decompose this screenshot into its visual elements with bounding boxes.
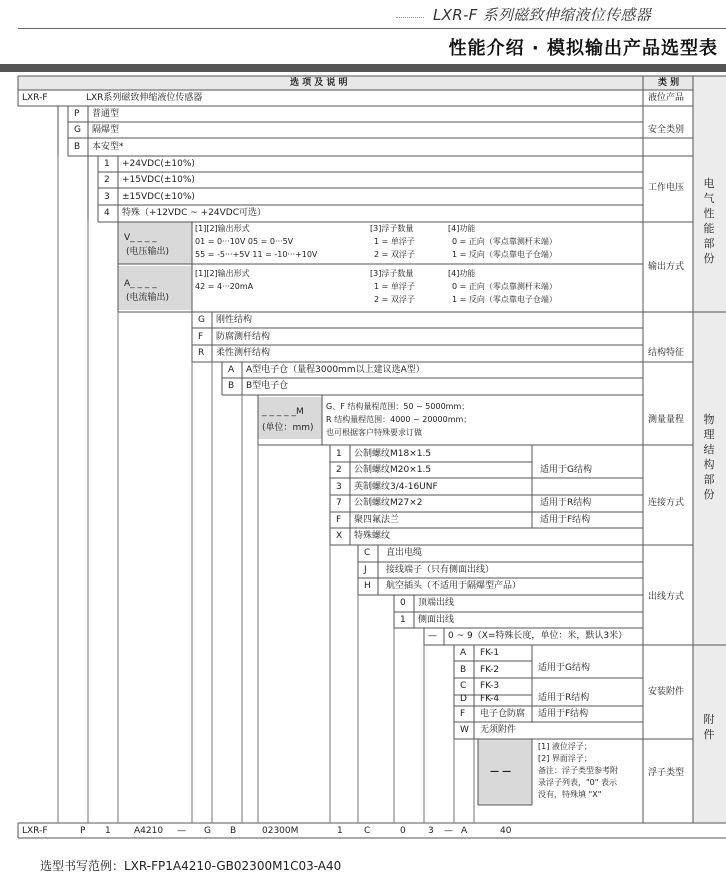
- vo-line2: 55 = -5···+5V 11 = -10···+10V: [195, 250, 318, 259]
- vo-f3-a: 1 = 单浮子: [374, 237, 415, 246]
- cat-outlet: 出线方式: [648, 592, 685, 602]
- current-output-name: (电流输出): [126, 293, 170, 303]
- co-f4-b: 1 = 反向（零点靠电子仓端）: [452, 295, 557, 304]
- float-line2: [2] 界面浮子；: [538, 754, 592, 763]
- acc-note-r: 适用于R结构: [538, 693, 590, 703]
- connection-code: 7: [336, 498, 342, 508]
- connection-code: X: [336, 531, 343, 541]
- connection-label: 英制螺纹3/4-16UNF: [354, 482, 438, 492]
- connection-code: F: [336, 515, 342, 525]
- page-title: 性能介绍 · 模拟输出产品选型表: [448, 38, 718, 59]
- float-line4: 录浮子列表，"0" 表示: [538, 778, 617, 787]
- outlet-label: 接线端子（只有侧面出线）: [386, 565, 495, 575]
- voltage-output-code: V_ _ _ _: [124, 233, 157, 243]
- structure-code: F: [198, 332, 204, 342]
- connection-code: 3: [336, 482, 342, 492]
- accessory-code: D: [460, 694, 467, 704]
- co-f3-title: [3]浮子数量: [370, 269, 414, 278]
- example-segment: 02300M: [262, 826, 299, 836]
- voltage-code: 4: [104, 208, 110, 218]
- example-segment: —: [177, 826, 186, 836]
- safety-label: 普通型: [92, 109, 120, 119]
- outlet-dir-code: 1: [400, 615, 406, 625]
- example-text: 选型书写范例：LXR-FP1A4210-GB02300M1C03-A40: [40, 859, 342, 873]
- voltage-code: 1: [104, 159, 110, 169]
- example-segment: 1: [337, 826, 343, 836]
- vo-f3-b: 2 = 双浮子: [374, 250, 415, 259]
- model-code: LXR-F: [22, 93, 48, 103]
- cable-length-label: 0 ~ 9（X=特殊长度，单位：米，默认3米）: [448, 631, 628, 641]
- structure-code: R: [198, 348, 205, 358]
- co-f4-a: 0 = 正向（零点靠测杆末端）: [452, 282, 557, 291]
- range-line3: 也可根据客户特殊要求订做: [326, 428, 422, 437]
- cat-connection: 连接方式: [648, 498, 685, 508]
- example-segment: 0: [400, 826, 406, 836]
- connection-label: 公制螺纹M18×1.5: [354, 449, 432, 459]
- accessory-label: 无须附件: [480, 725, 517, 735]
- model-desc: LXR系列磁致伸缩液位传感器: [86, 93, 203, 103]
- cat-accessory: 安装附件: [648, 687, 685, 697]
- outlet-dir-code: 0: [400, 598, 406, 608]
- vo-f4-a: 0 = 正向（零点靠测杆末端）: [452, 237, 557, 246]
- acc-note-f: 适用于F结构: [538, 709, 589, 719]
- safety-code: P: [74, 109, 80, 119]
- side-physical: 物理结构部份: [703, 413, 715, 501]
- co-f12-title: [1][2]输出形式: [195, 269, 250, 278]
- accessory-code: W: [460, 725, 469, 735]
- co-f3-b: 2 = 双浮子: [374, 295, 415, 304]
- accessory-code: F: [460, 709, 466, 719]
- connection-label: 公制螺纹M20×1.5: [354, 465, 432, 475]
- co-f4-title: [4]功能: [448, 269, 476, 278]
- outlet-code: H: [364, 581, 371, 591]
- cat-float: 浮子类型: [648, 768, 685, 778]
- safety-code: G: [74, 125, 81, 135]
- structure-label: 防腐测杆结构: [216, 332, 271, 342]
- vo-f12-title: [1][2]输出形式: [195, 224, 250, 233]
- vo-f4-title: [4]功能: [448, 224, 476, 233]
- voltage-label: +15VDC(±10%): [122, 175, 195, 185]
- connection-code: 1: [336, 449, 342, 459]
- outlet-code: C: [364, 548, 371, 558]
- safety-label: 隔爆型: [92, 125, 120, 135]
- float-line1: [1] 液位浮子；: [538, 742, 592, 751]
- conn-note-f: 适用于F结构: [540, 515, 591, 525]
- outlet-label: 航空插头（不适用于隔爆型产品）: [386, 581, 522, 591]
- example-segment: P: [80, 826, 86, 836]
- outlet-dir-label: 顶端出线: [418, 598, 455, 608]
- safety-code: B: [74, 142, 81, 152]
- voltage-label: 特殊（+12VDC ~ +24VDC可选）: [122, 208, 266, 218]
- series-title: LXR-F 系列磁致伸缩液位传感器: [433, 6, 651, 24]
- co-f3-a: 1 = 单浮子: [374, 282, 415, 291]
- range-code: _ _ _ _ _M: [262, 407, 304, 417]
- vo-line1: 01 = 0···10V 05 = 0···5V: [195, 237, 294, 246]
- range-line2: R 结构量程范围：4000 ~ 20000mm；: [326, 415, 472, 424]
- accessory-label: FK-3: [480, 681, 500, 691]
- accessory-code: C: [460, 681, 467, 691]
- conn-note-r: 适用于R结构: [540, 498, 592, 508]
- cat-safety: 安全类别: [648, 125, 685, 135]
- voltage-label: +24VDC(±10%): [122, 159, 195, 169]
- range-unit: (单位：mm): [262, 423, 314, 433]
- housing-label: A型电子仓（量程3000mm以上建议选A型）: [246, 365, 425, 375]
- outlet-code: J: [364, 565, 367, 575]
- accessory-code: B: [460, 665, 467, 675]
- float-line5: 没有，特殊填 "X": [538, 790, 602, 799]
- vo-f3-title: [3]浮子数量: [370, 224, 414, 233]
- side-electrical: 电气性能部份: [703, 177, 715, 265]
- example-segment: C: [364, 826, 371, 836]
- example-segment: LXR-F: [22, 826, 48, 836]
- housing-label: B型电子仓: [246, 381, 289, 391]
- housing-code: A: [228, 365, 235, 375]
- accessory-label: 电子仓防腐: [480, 709, 526, 719]
- side-accessory: 附件: [703, 713, 715, 741]
- range-line1: G、F 结构量程范围：50 ~ 5000mm；: [326, 402, 470, 411]
- safety-label: 本安型*: [92, 142, 124, 152]
- voltage-code: 2: [104, 175, 110, 185]
- example-segment: B: [230, 826, 237, 836]
- connection-label: 公制螺纹M27×2: [354, 498, 423, 508]
- voltage-output-name: (电压输出): [126, 247, 170, 257]
- vo-f4-b: 1 = 反向（零点靠电子仓端）: [452, 250, 557, 259]
- example-segment: 40: [500, 826, 512, 836]
- float-code: — —: [490, 767, 512, 777]
- options-header: 选 项 及 说 明: [290, 78, 348, 88]
- current-output-code: A_ _ _ _: [124, 279, 157, 289]
- example-segment: 1: [105, 826, 111, 836]
- cat-range: 测量量程: [648, 415, 685, 425]
- structure-code: G: [198, 315, 205, 325]
- cat-structure: 结构特征: [648, 348, 685, 358]
- example-segment: G: [204, 826, 211, 836]
- cat-product: 液位产品: [648, 93, 685, 103]
- example-segment: A: [461, 826, 468, 836]
- housing-code: B: [228, 381, 235, 391]
- structure-label: 刚性结构: [216, 315, 253, 325]
- cat-voltage: 工作电压: [648, 183, 685, 193]
- connection-code: 2: [336, 465, 342, 475]
- structure-label: 柔性测杆结构: [216, 348, 271, 358]
- voltage-label: ±15VDC(±10%): [122, 192, 195, 202]
- category-header: 类 别: [658, 78, 680, 88]
- acc-note-g: 适用于G结构: [538, 663, 590, 673]
- accessory-label: FK-1: [480, 648, 500, 658]
- example-segment: 3: [428, 826, 434, 836]
- connection-label: 特殊螺纹: [354, 531, 391, 541]
- outlet-label: 直出电缆: [386, 548, 423, 558]
- example-segment: —: [444, 826, 453, 836]
- accessory-label: FK-4: [480, 694, 500, 704]
- accessory-label: FK-2: [480, 665, 500, 675]
- conn-note-g: 适用于G结构: [540, 465, 592, 475]
- co-line1: 42 = 4···20mA: [195, 282, 254, 291]
- outlet-dir-label: 侧面出线: [418, 615, 455, 625]
- float-line3: 备注：浮子类型参考附: [538, 766, 618, 775]
- connection-label: 聚四氟法兰: [354, 515, 400, 525]
- cable-length-code: —: [428, 631, 437, 641]
- voltage-code: 3: [104, 192, 110, 202]
- cat-output: 输出方式: [648, 262, 685, 272]
- example-segment: A4210: [134, 826, 164, 836]
- accessory-code: A: [460, 648, 467, 658]
